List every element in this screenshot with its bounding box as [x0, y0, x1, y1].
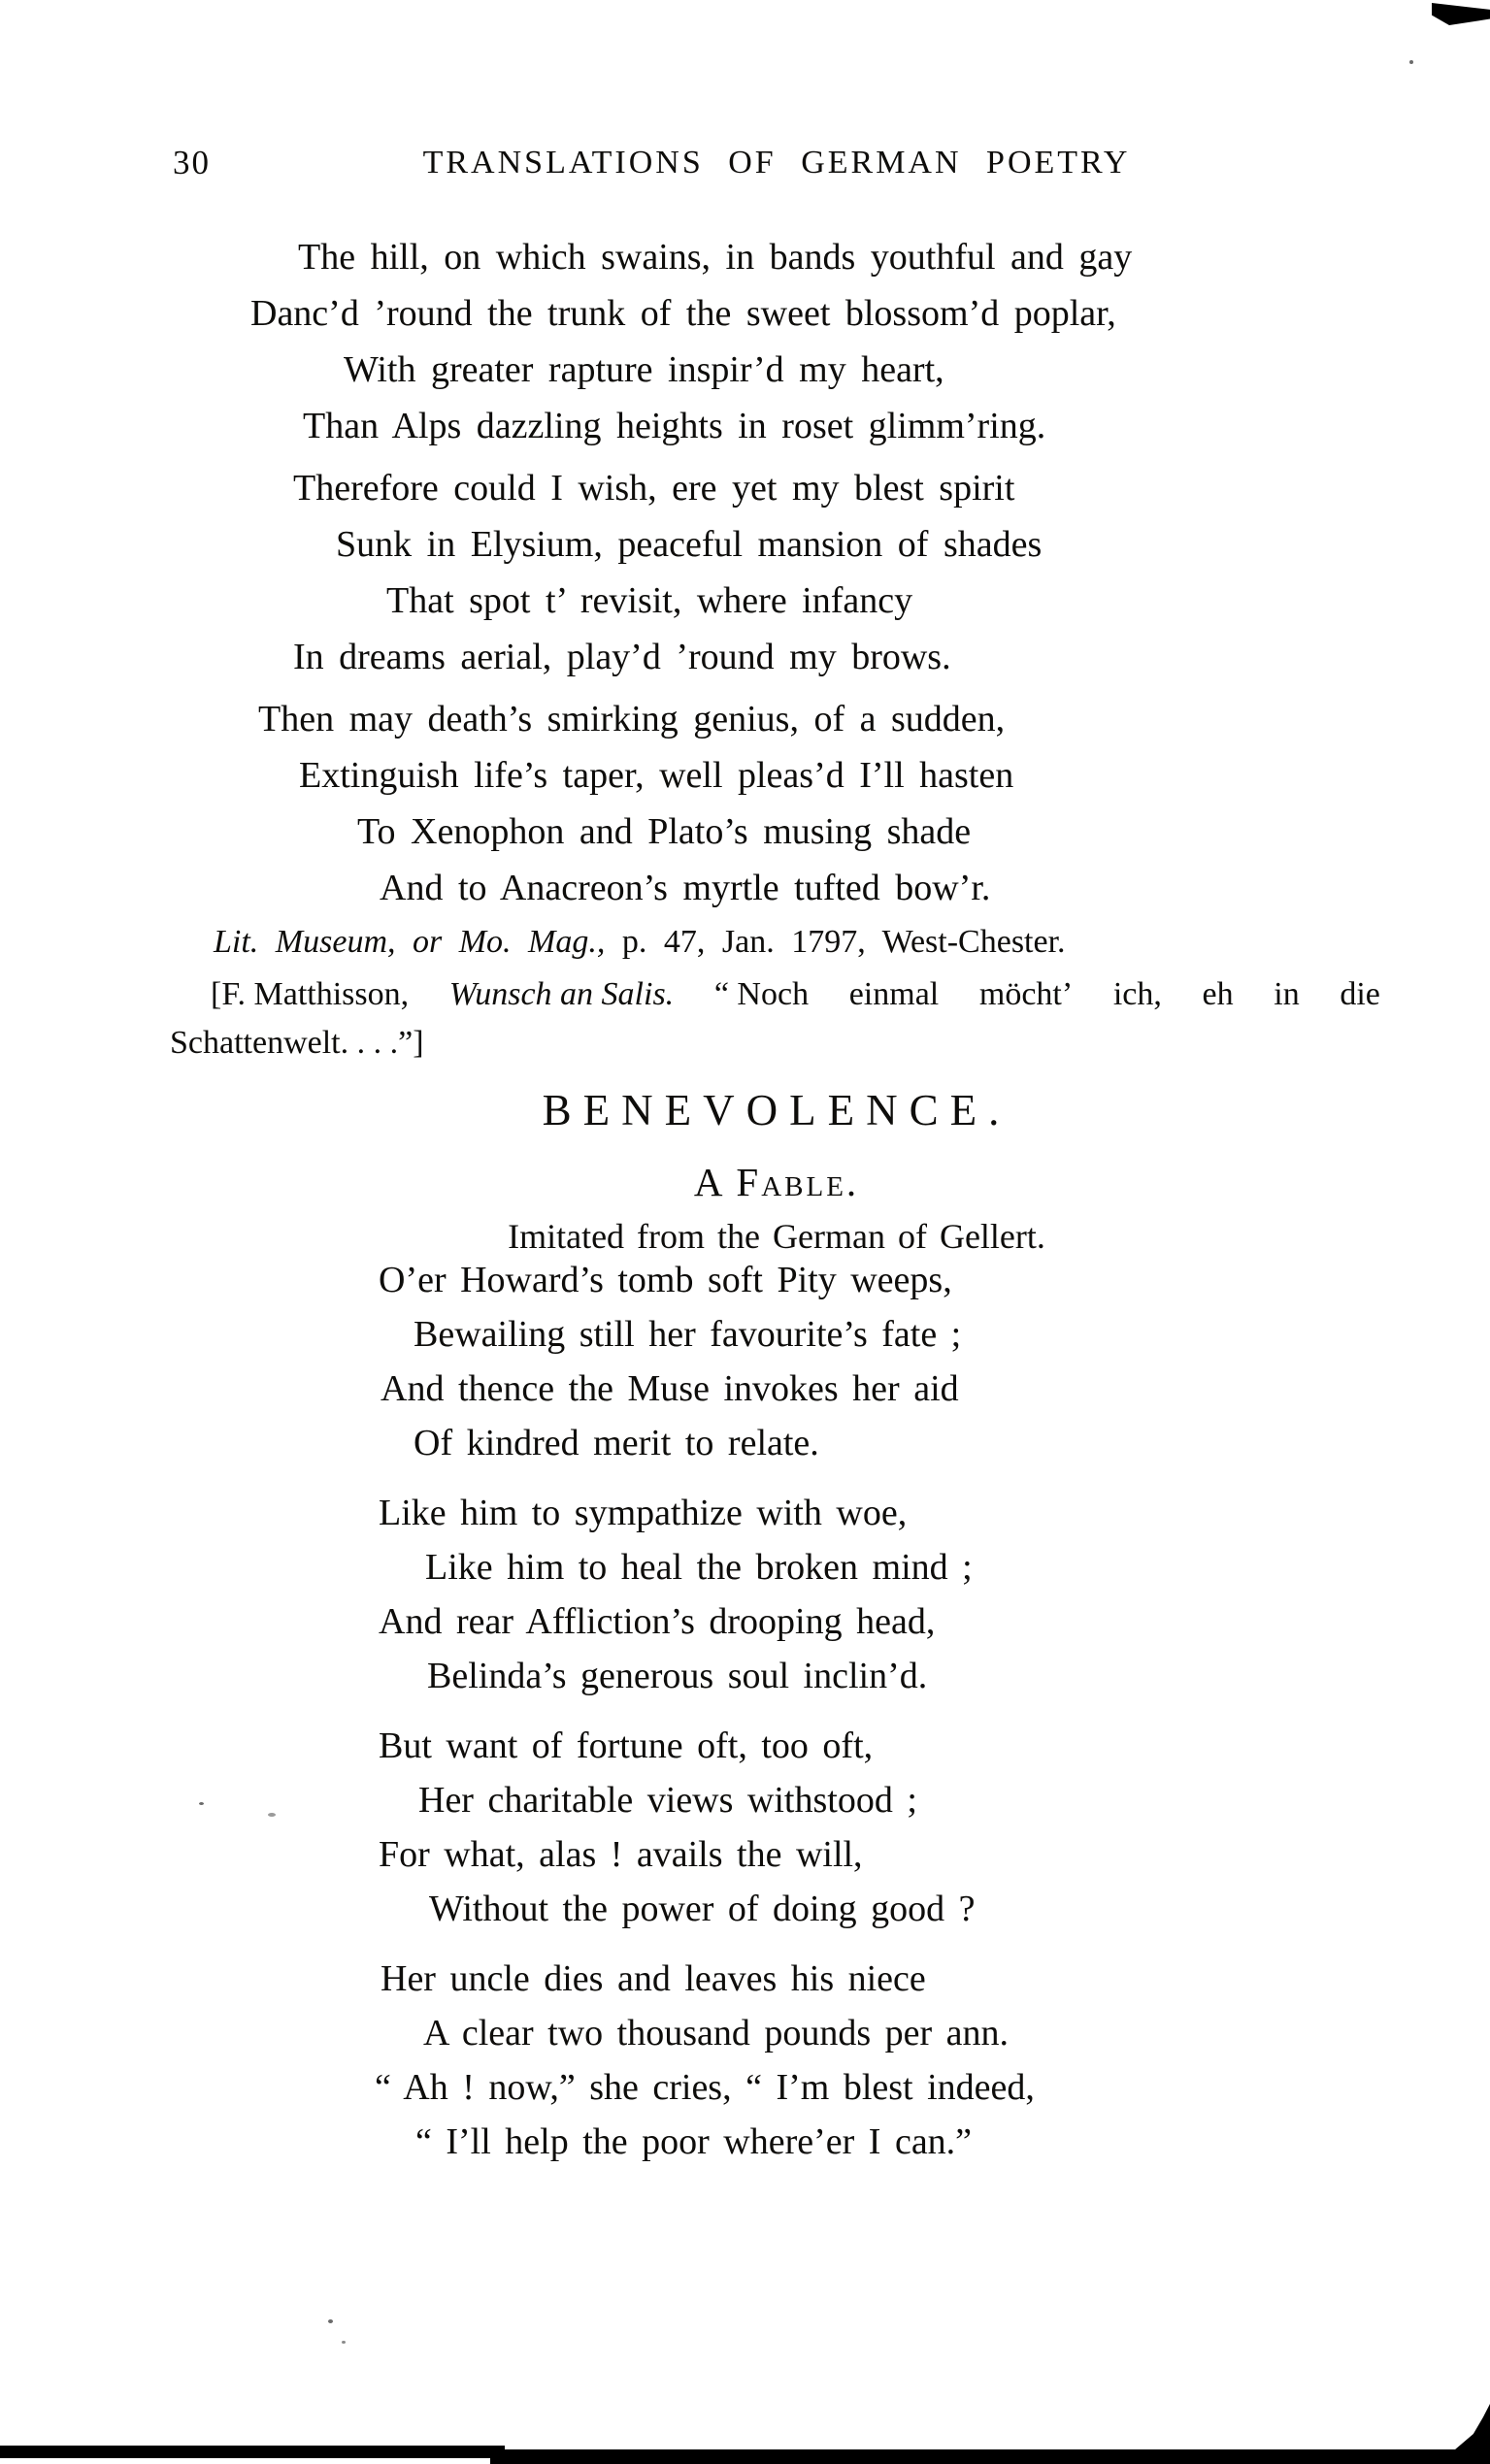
poem-line: Belinda’s generous soul inclin’d.	[427, 1656, 928, 1696]
scan-speck	[328, 2319, 333, 2323]
poem-line: Like him to sympathize with woe,	[379, 1493, 908, 1533]
note-word: ich,	[1112, 976, 1162, 1012]
scan-artifact-top-right	[1432, 3, 1490, 25]
stanza	[0, 460, 1490, 685]
note-word: in	[1274, 976, 1300, 1012]
scan-artifact-bottom-bar	[490, 2449, 1490, 2464]
poem-line: “ Ah ! now,” she cries, “ I’m blest indeed,	[375, 2067, 1035, 2108]
poem-line: But want of fortune oft, too oft,	[379, 1725, 874, 1766]
stanza	[0, 1253, 1490, 1470]
poem-line: In dreams aerial, play’d ’round my brows.	[293, 637, 951, 677]
note-line	[170, 970, 1380, 1019]
poem-line: Therefore could I wish, ere yet my blest spirit	[293, 468, 1015, 509]
poem-line: “ I’ll help the poor where’er I can.”	[415, 2121, 973, 2162]
poem-line: Danc’d ’round the trunk of the sweet blossom’d poplar,	[250, 293, 1116, 334]
note-word: einmal	[848, 976, 940, 1012]
poem-line: With greater rapture inspir’d my heart,	[344, 349, 944, 390]
scan-artifact-bottom-bar	[0, 2446, 505, 2458]
poem-title: BENEVOLENCE.	[542, 1086, 1011, 1134]
stanza	[0, 691, 1490, 916]
poem-line: And to Anacreon’s myrtle tufted bow’r.	[380, 868, 991, 908]
stanza	[0, 1486, 1490, 1703]
running-title: TRANSLATIONS OF GERMAN POETRY	[422, 145, 1131, 181]
scan-speck	[342, 2341, 346, 2344]
poem-line: The hill, on which swains, in bands youthful and gay	[298, 237, 1133, 278]
note-word: möcht’	[978, 976, 1074, 1012]
poem-line: And rear Affliction’s drooping head,	[379, 1601, 936, 1642]
citation-work: Lit. Museum, or Mo. Mag.,	[214, 924, 606, 960]
poem-line: Sunk in Elysium, peaceful mansion of shades	[336, 524, 1043, 565]
poem-line: Bewailing still her favourite’s fate ;	[414, 1314, 962, 1355]
poem-line: Her charitable views withstood ;	[418, 1780, 917, 1821]
poem-line: For what, alas ! avails the will,	[379, 1834, 863, 1875]
editor-note	[170, 970, 1380, 1068]
note-prefix: [F. Matthisson,	[211, 976, 410, 1012]
note-line: Schattenwelt. . . .”]	[170, 1025, 424, 1061]
note-quote-start: “ Noch	[713, 976, 810, 1012]
note-word: eh	[1202, 976, 1234, 1012]
poem-line: Like him to heal the broken mind ;	[425, 1547, 973, 1588]
poem-line: Without the power of doing good ?	[429, 1889, 976, 1929]
poem-line: Her uncle dies and leaves his niece	[381, 1958, 926, 1999]
poem-line: And thence the Muse invokes her aid	[381, 1368, 959, 1409]
stanza	[0, 229, 1490, 454]
citation-detail: p. 47, Jan. 1797, West-Chester.	[605, 924, 1066, 960]
poem-line: O’er Howard’s tomb soft Pity weeps,	[379, 1260, 952, 1300]
poem-line: To Xenophon and Plato’s musing shade	[357, 811, 972, 852]
poem-line: Of kindred merit to relate.	[414, 1423, 819, 1463]
stanza	[0, 1719, 1490, 1936]
stanza	[0, 1952, 1490, 2169]
poem-line: Extinguish life’s taper, well pleas’d I’ll hasten	[299, 755, 1014, 796]
poem-line: Than Alps dazzling heights in roset glimm’ring.	[303, 406, 1046, 446]
scan-speck	[1409, 60, 1413, 64]
scan-speck	[268, 1813, 276, 1817]
poem-line: That spot t’ revisit, where infancy	[386, 580, 913, 621]
poem-line: Then may death’s smirking genius, of a sudden,	[258, 699, 1006, 739]
poem-subtitle: A Fable.	[693, 1160, 860, 1204]
page-number: 30	[173, 144, 211, 181]
scan-speck	[199, 1802, 204, 1805]
note-work-title: Wunsch an Salis.	[448, 976, 675, 1012]
note-word: die	[1340, 976, 1380, 1012]
poem-attribution: Imitated from the German of Gellert.	[508, 1217, 1045, 1256]
source-citation	[214, 918, 1407, 967]
page-header	[0, 142, 1490, 184]
poem-line: A clear two thousand pounds per ann.	[423, 2013, 1010, 2053]
